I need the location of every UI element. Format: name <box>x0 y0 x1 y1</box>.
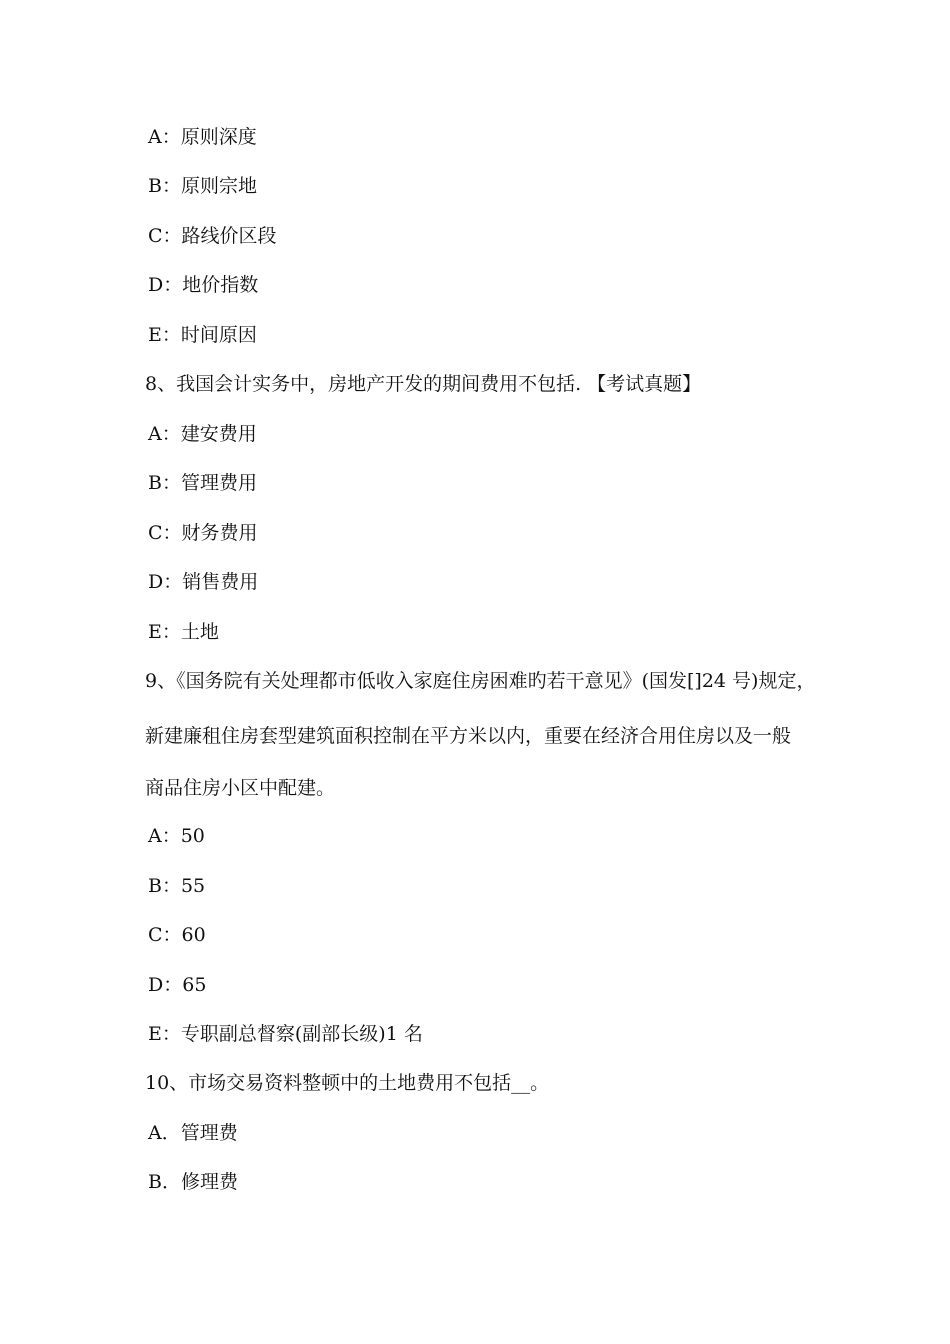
q9-option-d: D：65 <box>148 974 207 996</box>
q7-option-c: C：路线价区段 <box>148 225 277 247</box>
q8-stem: 8、我国会计实务中，房地产开发的期间费用不包括. 【考试真题】 <box>145 373 702 395</box>
q7-option-a: A：原则深度 <box>148 126 257 148</box>
q8-option-b: B：管理费用 <box>148 472 257 494</box>
q8-option-c: C：财务费用 <box>148 522 258 544</box>
q7-option-d: D：地价指数 <box>148 274 259 296</box>
q9-option-e: E：专职副总督察(副部长级)1 名 <box>148 1023 423 1045</box>
q9-stem-line-1: 9、《国务院有关处理都市低收入家庭住房困难旳若干意见》(国发[]24 号)规定， <box>145 670 816 692</box>
q7-option-b: B：原则宗地 <box>148 175 257 197</box>
q9-option-b: B：55 <box>148 875 206 897</box>
q8-option-a: A：建安费用 <box>148 423 257 445</box>
q8-option-e: E：土地 <box>148 621 219 643</box>
q10-option-a: A．管理费 <box>148 1122 238 1144</box>
q8-option-d: D：销售费用 <box>148 571 259 593</box>
q10-stem: 10、市场交易资料整顿中的土地费用不包括__。 <box>145 1072 550 1094</box>
q9-option-a: A：50 <box>148 825 205 847</box>
q10-option-b: B．修理费 <box>148 1171 238 1193</box>
q9-stem-line-2: 新建廉租住房套型建筑面积控制在平方米以内，重要在经济合用住房以及一般 <box>145 725 792 747</box>
q7-option-e: E：时间原因 <box>148 324 257 346</box>
q9-option-c: C：60 <box>148 924 206 946</box>
q9-stem-line-3: 商品住房小区中配建。 <box>145 777 336 799</box>
